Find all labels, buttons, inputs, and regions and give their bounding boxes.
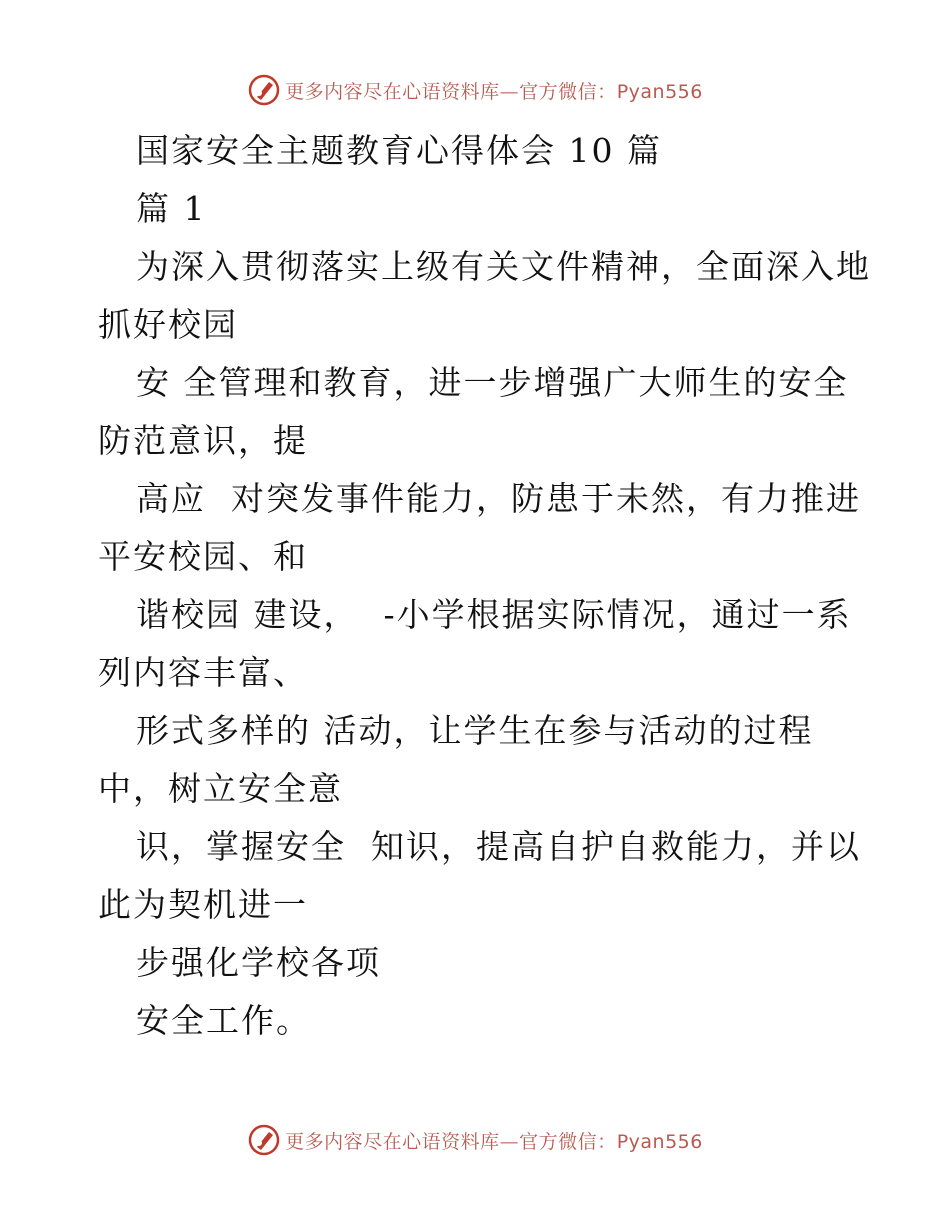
banner-wechat-id: Pyan556 <box>616 1130 703 1153</box>
paragraph-line: 中，树立安全意 <box>98 769 343 808</box>
paragraph-line: 谐校园 建设， -小学根据实际情况，通过一系 <box>136 595 852 634</box>
paragraph-line: 抓好校园 <box>98 305 238 344</box>
banner-wechat-label: 官方微信： <box>519 80 617 103</box>
banner-main-text: 更多内容尽在心语资料库 <box>285 1130 500 1153</box>
paragraph <box>98 238 871 1050</box>
paragraph-line: 列内容丰富、 <box>98 653 308 692</box>
paragraph-line: 安全工作。 <box>136 1001 311 1040</box>
banner-wechat-id: Pyan556 <box>616 80 703 103</box>
section-heading: 篇 1 <box>136 189 207 228</box>
paragraph-line: 安 全管理和教育，进一步增强广大师生的安全 <box>136 363 849 402</box>
footer-banner <box>0 1120 950 1160</box>
document-body <box>98 122 871 1050</box>
banner-separator: — <box>499 80 520 103</box>
paragraph-line: 此为契机进一 <box>98 885 308 924</box>
pen-logo-icon <box>247 1123 281 1157</box>
document-title: 国家安全主题教育心得体会 10 篇 <box>136 131 662 170</box>
banner-separator: — <box>499 1130 520 1153</box>
paragraph-line: 高应 对突发事件能力，防患于未然，有力推进 <box>136 479 861 518</box>
paragraph-line: 形式多样的 活动，让学生在参与活动的过程 <box>136 711 814 750</box>
banner-text <box>285 77 703 104</box>
paragraph-line: 识，掌握安全 知识，提高自护自救能力，并以 <box>136 827 861 866</box>
banner-main-text: 更多内容尽在心语资料库 <box>285 80 500 103</box>
pen-logo-icon <box>247 73 281 107</box>
header-banner <box>0 70 950 110</box>
banner-wechat-label: 官方微信： <box>519 1130 617 1153</box>
banner-text <box>285 1127 703 1154</box>
paragraph-line: 步强化学校各项 <box>136 943 381 982</box>
paragraph-line: 平安校园、和 <box>98 537 308 576</box>
paragraph-line: 防范意识，提 <box>98 421 308 460</box>
paragraph-line: 为深入贯彻落实上级有关文件精神，全面深入地 <box>136 247 871 286</box>
